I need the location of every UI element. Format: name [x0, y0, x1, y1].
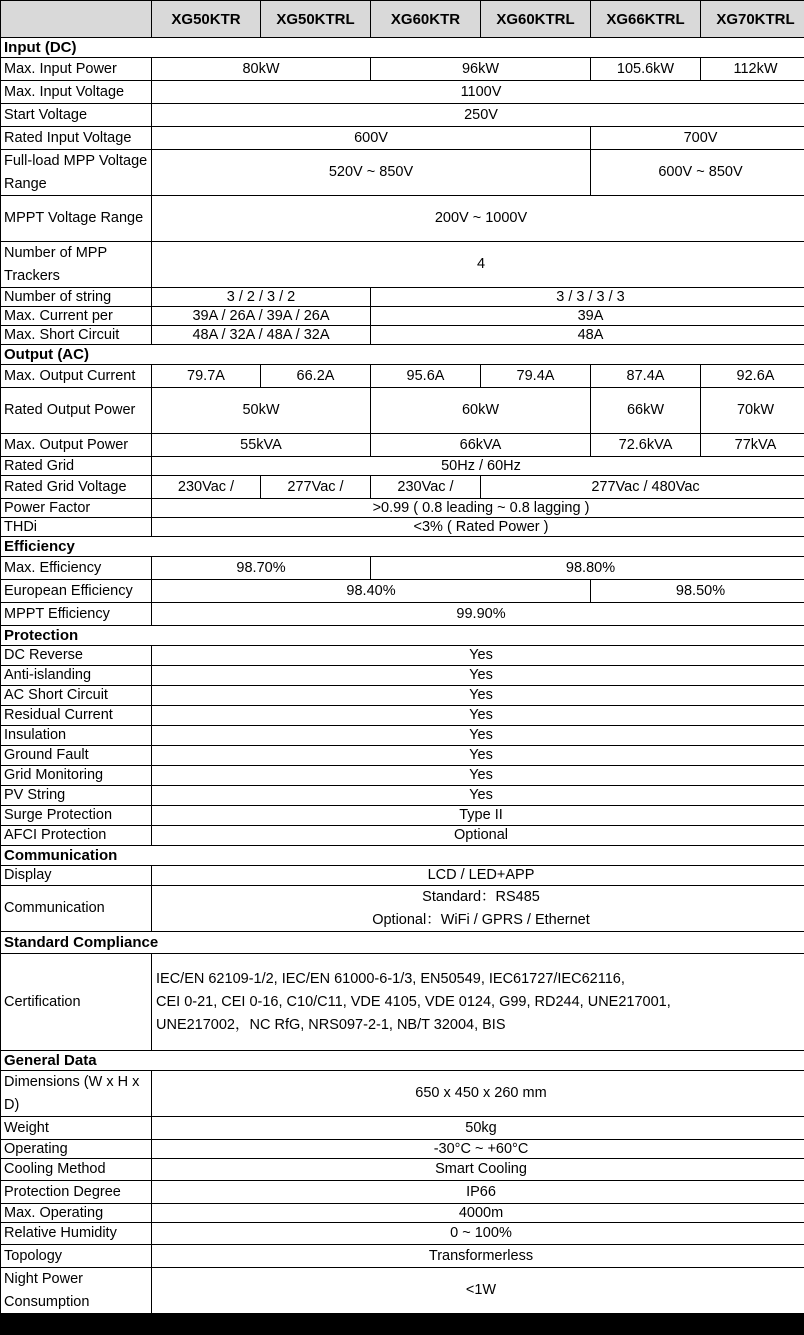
value-cell: Yes [152, 706, 804, 725]
value-cell: <1W [152, 1268, 804, 1313]
value-cell: Yes [152, 666, 804, 685]
value-cell: 48A [371, 326, 804, 344]
section-title: Input (DC) [1, 38, 804, 57]
value-cell: 98.80% [371, 557, 804, 579]
row-label: Relative Humidity [1, 1223, 151, 1244]
value-cell: 50Hz / 60Hz [152, 457, 804, 475]
row-label: Number of string [1, 288, 151, 306]
row-label: Weight [1, 1117, 151, 1139]
value-cell: 39A [371, 307, 804, 325]
value-cell: 3 / 2 / 3 / 2 [152, 288, 370, 306]
row-label: Night Power Consumption [1, 1268, 151, 1313]
row-label: MPPT Efficiency [1, 603, 151, 625]
value-cell: 230Vac / [152, 476, 260, 498]
value-cell: 79.4A [481, 365, 590, 387]
section-title: Standard Compliance [1, 932, 804, 953]
row-label: Max. Current per [1, 307, 151, 325]
value-cell: 277Vac / 480Vac [481, 476, 804, 498]
value-cell: 77kVA [701, 434, 804, 456]
row-label: Ground Fault [1, 746, 151, 765]
row-label: Certification [1, 954, 151, 1050]
value-cell: Type II [152, 806, 804, 825]
row-label: European Efficiency [1, 580, 151, 602]
value-line: UNE217002，NC RfG, NRS097-2-1, NB/T 32004, BIS [156, 1016, 506, 1033]
model-header: XG50KTRL [261, 1, 370, 37]
value-cell: Transformerless [152, 1245, 804, 1267]
section-title: Output (AC) [1, 345, 804, 364]
value-cell: 39A / 26A / 39A / 26A [152, 307, 370, 325]
row-label: Max. Output Current [1, 365, 151, 387]
value-cell: 250V [152, 104, 804, 126]
value-cell: 50kW [152, 388, 370, 433]
row-label: AFCI Protection [1, 826, 151, 845]
value-cell: 600V ~ 850V [591, 150, 804, 195]
value-cell: 200V ~ 1000V [152, 196, 804, 241]
value-cell: 98.40% [152, 580, 590, 602]
value-cell: Yes [152, 686, 804, 705]
value-cell: 98.50% [591, 580, 804, 602]
section-title: Protection [1, 626, 804, 645]
row-label: Max. Input Power [1, 58, 151, 80]
value-cell: 79.7A [152, 365, 260, 387]
row-label: Residual Current [1, 706, 151, 725]
value-cell: 700V [591, 127, 804, 149]
value-line: IEC/EN 62109-1/2, IEC/EN 61000-6-1/3, EN50549, IEC61727/IEC62116, [156, 970, 625, 987]
value-cell: 70kW [701, 388, 804, 433]
value-cell: 72.6kVA [591, 434, 700, 456]
value-cell: 48A / 32A / 48A / 32A [152, 326, 370, 344]
value-cell: 55kVA [152, 434, 370, 456]
value-cell: >0.99 ( 0.8 leading ~ 0.8 lagging ) [152, 499, 804, 517]
row-label: Rated Grid Voltage [1, 476, 151, 498]
value-cell: 80kW [152, 58, 370, 80]
corner-cell [1, 1, 151, 37]
section-title: General Data [1, 1051, 804, 1070]
value-cell: Yes [152, 726, 804, 745]
value-cell: 3 / 3 / 3 / 3 [371, 288, 804, 306]
value-cell: Optional [152, 826, 804, 845]
row-label: Insulation [1, 726, 151, 745]
value-line: Standard：RS485 [422, 888, 540, 905]
value-cell: -30°C ~ +60°C [152, 1140, 804, 1158]
model-header: XG70KTRL [701, 1, 804, 37]
value-cell: 1100V [152, 81, 804, 103]
value-cell: 50kg [152, 1117, 804, 1139]
section-title: Communication [1, 846, 804, 865]
row-label: AC Short Circuit [1, 686, 151, 705]
model-header: XG60KTRL [481, 1, 590, 37]
row-label: Rated Grid [1, 457, 151, 475]
row-label: Communication [1, 886, 151, 931]
row-label: DC Reverse [1, 646, 151, 665]
row-label: Number of MPP Trackers [1, 242, 151, 287]
row-label: Cooling Method [1, 1159, 151, 1180]
value-cell: 0 ~ 100% [152, 1223, 804, 1244]
value-line: Optional：WiFi / GPRS / Ethernet [372, 911, 590, 928]
row-label: Anti-islanding [1, 666, 151, 685]
value-cell: LCD / LED+APP [152, 866, 804, 885]
row-label: Max. Input Voltage [1, 81, 151, 103]
value-cell: 277Vac / [261, 476, 370, 498]
row-label: Protection Degree [1, 1181, 151, 1203]
value-cell [152, 954, 804, 1050]
value-cell: 60kW [371, 388, 590, 433]
value-cell: 99.90% [152, 603, 804, 625]
row-label: Rated Input Voltage [1, 127, 151, 149]
row-label: Rated Output Power [1, 388, 151, 433]
value-cell: 95.6A [371, 365, 480, 387]
value-cell: <3% ( Rated Power ) [152, 518, 804, 536]
value-cell: 520V ~ 850V [152, 150, 590, 195]
value-cell: 87.4A [591, 365, 700, 387]
row-label: Max. Efficiency [1, 557, 151, 579]
value-cell: 650 x 450 x 260 mm [152, 1071, 804, 1116]
value-line: CEI 0-21, CEI 0-16, C10/C11, VDE 4105, VDE 0124, G99, RD244, UNE217001, [156, 993, 671, 1010]
row-label: Start Voltage [1, 104, 151, 126]
value-cell: 66kVA [371, 434, 590, 456]
value-cell: 98.70% [152, 557, 370, 579]
model-header: XG60KTR [371, 1, 480, 37]
value-cell: 600V [152, 127, 590, 149]
row-label: MPPT Voltage Range [1, 196, 151, 241]
row-label: Display [1, 866, 151, 885]
value-cell: Yes [152, 746, 804, 765]
value-cell: 96kW [371, 58, 590, 80]
section-title: Efficiency [1, 537, 804, 556]
value-cell: Yes [152, 766, 804, 785]
value-cell: Yes [152, 786, 804, 805]
row-label: Dimensions (W x H x D) [1, 1071, 151, 1116]
value-cell: Yes [152, 646, 804, 665]
row-label: Power Factor [1, 499, 151, 517]
value-cell: 230Vac / [371, 476, 480, 498]
row-label: Grid Monitoring [1, 766, 151, 785]
value-cell: 66.2A [261, 365, 370, 387]
value-cell: 66kW [591, 388, 700, 433]
value-cell [152, 886, 804, 931]
value-cell: IP66 [152, 1181, 804, 1203]
row-label: Full-load MPP Voltage Range [1, 150, 151, 195]
row-label: Max. Operating [1, 1204, 151, 1222]
value-cell: 105.6kW [591, 58, 700, 80]
row-label: THDi [1, 518, 151, 536]
row-label: Surge Protection [1, 806, 151, 825]
value-cell: 112kW [701, 58, 804, 80]
value-cell: Smart Cooling [152, 1159, 804, 1180]
value-cell: 4 [152, 242, 804, 287]
value-cell: 4000m [152, 1204, 804, 1222]
row-label: PV String [1, 786, 151, 805]
model-header: XG66KTRL [591, 1, 700, 37]
row-label: Max. Short Circuit [1, 326, 151, 344]
row-label: Operating [1, 1140, 151, 1158]
row-label: Topology [1, 1245, 151, 1267]
row-label: Max. Output Power [1, 434, 151, 456]
value-cell: 92.6A [701, 365, 804, 387]
model-header: XG50KTR [152, 1, 260, 37]
